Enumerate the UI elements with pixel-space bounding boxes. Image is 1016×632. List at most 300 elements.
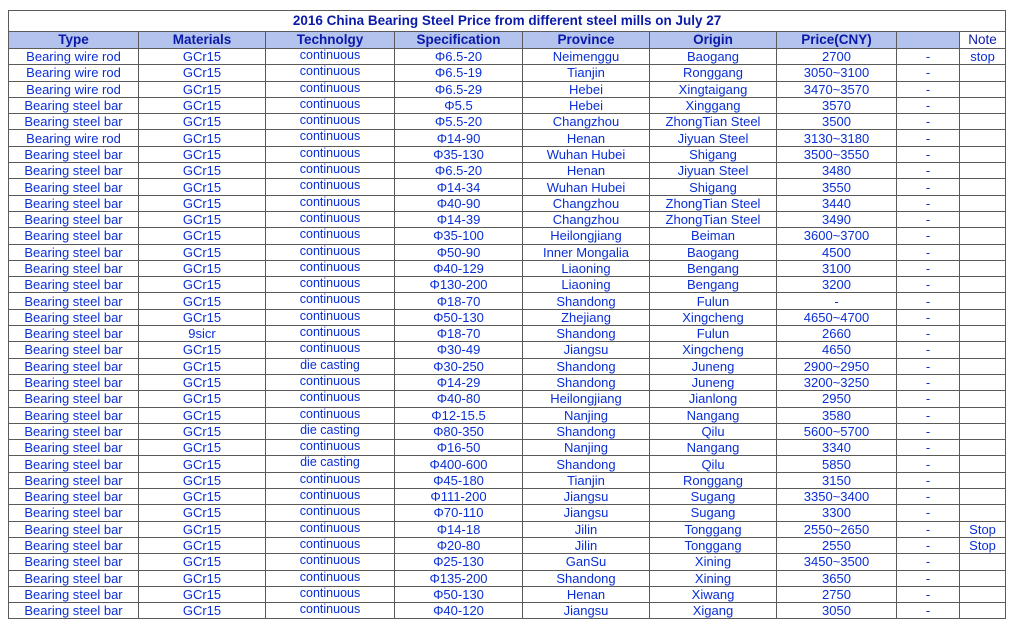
cell-note <box>960 130 1006 146</box>
cell-specification: Φ5.5-20 <box>395 114 523 130</box>
cell-technology: continuous <box>266 505 395 521</box>
cell-price: 3350~3400 <box>777 489 897 505</box>
cell-origin: ZhongTian Steel <box>650 211 777 227</box>
cell-price: 3050~3100 <box>777 65 897 81</box>
cell-province: Hebei <box>523 97 650 113</box>
cell-price: 2900~2950 <box>777 358 897 374</box>
cell-change: - <box>897 391 960 407</box>
table-row <box>9 603 1006 619</box>
cell-change: - <box>897 97 960 113</box>
cell-change: - <box>897 440 960 456</box>
cell-province: Shandong <box>523 570 650 586</box>
cell-price: 2660 <box>777 326 897 342</box>
cell-note <box>960 342 1006 358</box>
cell-material: GCr15 <box>139 521 266 537</box>
cell-price: 2550~2650 <box>777 521 897 537</box>
cell-price: 3490 <box>777 211 897 227</box>
cell-specification: Φ16-50 <box>395 440 523 456</box>
cell-technology: continuous <box>266 554 395 570</box>
cell-specification: Φ18-70 <box>395 326 523 342</box>
cell-technology: continuous <box>266 163 395 179</box>
cell-note <box>960 326 1006 342</box>
cell-specification: Φ20-80 <box>395 537 523 553</box>
cell-change: - <box>897 309 960 325</box>
cell-technology: continuous <box>266 195 395 211</box>
cell-technology: continuous <box>266 309 395 325</box>
cell-price: 4500 <box>777 244 897 260</box>
cell-province: Jilin <box>523 521 650 537</box>
header-blank <box>897 32 960 49</box>
cell-province: Wuhan Hubei <box>523 179 650 195</box>
cell-origin: Nangang <box>650 407 777 423</box>
cell-type: Bearing steel bar <box>9 391 139 407</box>
cell-province: Henan <box>523 163 650 179</box>
table-row <box>9 244 1006 260</box>
table-row <box>9 260 1006 276</box>
cell-note: stop <box>960 49 1006 65</box>
header-province: Province <box>523 32 650 49</box>
cell-note <box>960 293 1006 309</box>
cell-change: - <box>897 505 960 521</box>
cell-material: GCr15 <box>139 179 266 195</box>
cell-material: GCr15 <box>139 65 266 81</box>
cell-technology: continuous <box>266 391 395 407</box>
cell-province: Jilin <box>523 537 650 553</box>
cell-origin: Fulun <box>650 293 777 309</box>
cell-technology: continuous <box>266 374 395 390</box>
cell-origin: Xining <box>650 570 777 586</box>
cell-type: Bearing steel bar <box>9 97 139 113</box>
cell-material: GCr15 <box>139 554 266 570</box>
cell-price: 3340 <box>777 440 897 456</box>
cell-specification: Φ40-80 <box>395 391 523 407</box>
cell-price: 3480 <box>777 163 897 179</box>
cell-origin: Xingcheng <box>650 342 777 358</box>
cell-specification: Φ45-180 <box>395 472 523 488</box>
table-row <box>9 326 1006 342</box>
cell-change: - <box>897 277 960 293</box>
cell-price: 4650 <box>777 342 897 358</box>
cell-note <box>960 440 1006 456</box>
cell-note <box>960 391 1006 407</box>
cell-change: - <box>897 537 960 553</box>
cell-change: - <box>897 228 960 244</box>
cell-note <box>960 407 1006 423</box>
cell-price: 3200~3250 <box>777 374 897 390</box>
cell-technology: continuous <box>266 603 395 619</box>
cell-province: Henan <box>523 130 650 146</box>
header-price: Price(CNY) <box>777 32 897 49</box>
cell-specification: Φ14-29 <box>395 374 523 390</box>
table-row <box>9 423 1006 439</box>
cell-price: 3150 <box>777 472 897 488</box>
cell-type: Bearing steel bar <box>9 358 139 374</box>
cell-material: GCr15 <box>139 472 266 488</box>
cell-price: 5600~5700 <box>777 423 897 439</box>
cell-technology: continuous <box>266 146 395 162</box>
cell-technology: continuous <box>266 211 395 227</box>
cell-origin: Ronggang <box>650 472 777 488</box>
cell-note <box>960 65 1006 81</box>
cell-type: Bearing steel bar <box>9 554 139 570</box>
title-row <box>9 11 1006 32</box>
table-row <box>9 472 1006 488</box>
cell-material: GCr15 <box>139 342 266 358</box>
table-row <box>9 374 1006 390</box>
cell-material: GCr15 <box>139 456 266 472</box>
cell-material: GCr15 <box>139 114 266 130</box>
cell-province: Jiangsu <box>523 505 650 521</box>
cell-specification: Φ135-200 <box>395 570 523 586</box>
cell-specification: Φ50-130 <box>395 586 523 602</box>
table-row <box>9 49 1006 65</box>
cell-material: GCr15 <box>139 81 266 97</box>
cell-note <box>960 195 1006 211</box>
cell-type: Bearing steel bar <box>9 146 139 162</box>
cell-province: Liaoning <box>523 260 650 276</box>
cell-note <box>960 277 1006 293</box>
cell-technology: continuous <box>266 228 395 244</box>
cell-type: Bearing steel bar <box>9 277 139 293</box>
cell-province: Zhejiang <box>523 309 650 325</box>
cell-province: GanSu <box>523 554 650 570</box>
cell-technology: continuous <box>266 326 395 342</box>
cell-material: 9sicr <box>139 326 266 342</box>
cell-origin: Tonggang <box>650 521 777 537</box>
cell-origin: Sugang <box>650 505 777 521</box>
table-row <box>9 97 1006 113</box>
table-row <box>9 228 1006 244</box>
cell-price: 2550 <box>777 537 897 553</box>
cell-material: GCr15 <box>139 146 266 162</box>
cell-specification: Φ130-200 <box>395 277 523 293</box>
cell-origin: Baogang <box>650 244 777 260</box>
cell-type: Bearing steel bar <box>9 440 139 456</box>
cell-origin: Tonggang <box>650 537 777 553</box>
cell-type: Bearing steel bar <box>9 114 139 130</box>
cell-origin: Shigang <box>650 146 777 162</box>
cell-note <box>960 309 1006 325</box>
cell-technology: die casting <box>266 358 395 374</box>
cell-material: GCr15 <box>139 244 266 260</box>
cell-type: Bearing steel bar <box>9 163 139 179</box>
cell-type: Bearing steel bar <box>9 195 139 211</box>
cell-specification: Φ14-34 <box>395 179 523 195</box>
cell-note: Stop <box>960 521 1006 537</box>
cell-price: 3200 <box>777 277 897 293</box>
cell-type: Bearing steel bar <box>9 521 139 537</box>
cell-technology: die casting <box>266 423 395 439</box>
cell-type: Bearing wire rod <box>9 65 139 81</box>
table-row <box>9 521 1006 537</box>
cell-change: - <box>897 358 960 374</box>
cell-type: Bearing steel bar <box>9 326 139 342</box>
cell-province: Jiangsu <box>523 342 650 358</box>
cell-origin: Beiman <box>650 228 777 244</box>
cell-change: - <box>897 326 960 342</box>
price-table <box>8 10 1006 619</box>
table-row <box>9 554 1006 570</box>
cell-type: Bearing steel bar <box>9 293 139 309</box>
cell-price: 2750 <box>777 586 897 602</box>
cell-change: - <box>897 114 960 130</box>
table-row <box>9 81 1006 97</box>
cell-note <box>960 489 1006 505</box>
cell-note <box>960 228 1006 244</box>
cell-origin: Qilu <box>650 456 777 472</box>
cell-origin: Fulun <box>650 326 777 342</box>
cell-specification: Φ14-39 <box>395 211 523 227</box>
cell-technology: die casting <box>266 456 395 472</box>
cell-technology: continuous <box>266 472 395 488</box>
table-row <box>9 114 1006 130</box>
cell-price: 2950 <box>777 391 897 407</box>
table-row <box>9 163 1006 179</box>
cell-note <box>960 423 1006 439</box>
cell-change: - <box>897 146 960 162</box>
table-row <box>9 130 1006 146</box>
cell-type: Bearing steel bar <box>9 211 139 227</box>
cell-material: GCr15 <box>139 407 266 423</box>
cell-material: GCr15 <box>139 97 266 113</box>
cell-technology: continuous <box>266 114 395 130</box>
cell-origin: Ronggang <box>650 65 777 81</box>
cell-change: - <box>897 423 960 439</box>
cell-note <box>960 260 1006 276</box>
cell-price: 3470~3570 <box>777 81 897 97</box>
cell-province: Shandong <box>523 326 650 342</box>
cell-material: GCr15 <box>139 260 266 276</box>
cell-province: Inner Mongalia <box>523 244 650 260</box>
cell-province: Shandong <box>523 358 650 374</box>
cell-technology: continuous <box>266 260 395 276</box>
cell-province: Changzhou <box>523 211 650 227</box>
cell-price: 2700 <box>777 49 897 65</box>
cell-note <box>960 603 1006 619</box>
cell-technology: continuous <box>266 277 395 293</box>
header-origin: Origin <box>650 32 777 49</box>
cell-material: GCr15 <box>139 293 266 309</box>
cell-note <box>960 358 1006 374</box>
cell-province: Nanjing <box>523 440 650 456</box>
table-row <box>9 570 1006 586</box>
cell-note <box>960 374 1006 390</box>
cell-change: - <box>897 65 960 81</box>
cell-type: Bearing steel bar <box>9 179 139 195</box>
cell-change: - <box>897 81 960 97</box>
cell-technology: continuous <box>266 342 395 358</box>
cell-type: Bearing steel bar <box>9 570 139 586</box>
cell-material: GCr15 <box>139 391 266 407</box>
cell-province: Tianjin <box>523 472 650 488</box>
cell-change: - <box>897 407 960 423</box>
cell-origin: Xingcheng <box>650 309 777 325</box>
table-row <box>9 505 1006 521</box>
cell-change: - <box>897 130 960 146</box>
table-row <box>9 293 1006 309</box>
cell-province: Heilongjiang <box>523 391 650 407</box>
cell-origin: ZhongTian Steel <box>650 114 777 130</box>
cell-origin: Juneng <box>650 358 777 374</box>
cell-price: 3500~3550 <box>777 146 897 162</box>
cell-change: - <box>897 586 960 602</box>
cell-material: GCr15 <box>139 586 266 602</box>
cell-change: - <box>897 260 960 276</box>
cell-technology: continuous <box>266 489 395 505</box>
cell-note <box>960 570 1006 586</box>
cell-specification: Φ18-70 <box>395 293 523 309</box>
cell-note <box>960 163 1006 179</box>
cell-change: - <box>897 456 960 472</box>
table-body <box>9 49 1006 619</box>
cell-province: Wuhan Hubei <box>523 146 650 162</box>
cell-type: Bearing steel bar <box>9 309 139 325</box>
cell-specification: Φ50-90 <box>395 244 523 260</box>
cell-specification: Φ6.5-29 <box>395 81 523 97</box>
cell-technology: continuous <box>266 537 395 553</box>
cell-province: Jiangsu <box>523 489 650 505</box>
cell-origin: Shigang <box>650 179 777 195</box>
cell-origin: Bengang <box>650 260 777 276</box>
cell-change: - <box>897 195 960 211</box>
cell-specification: Φ35-130 <box>395 146 523 162</box>
cell-change: - <box>897 179 960 195</box>
cell-specification: Φ14-18 <box>395 521 523 537</box>
cell-technology: continuous <box>266 570 395 586</box>
cell-province: Shandong <box>523 423 650 439</box>
cell-change: - <box>897 293 960 309</box>
cell-note <box>960 81 1006 97</box>
cell-origin: Xining <box>650 554 777 570</box>
cell-note <box>960 472 1006 488</box>
cell-specification: Φ12-15.5 <box>395 407 523 423</box>
cell-technology: continuous <box>266 244 395 260</box>
cell-type: Bearing steel bar <box>9 244 139 260</box>
cell-price: - <box>777 293 897 309</box>
cell-note <box>960 114 1006 130</box>
cell-province: Changzhou <box>523 114 650 130</box>
cell-technology: continuous <box>266 65 395 81</box>
header-row <box>9 32 1006 49</box>
cell-price: 3600~3700 <box>777 228 897 244</box>
cell-type: Bearing steel bar <box>9 228 139 244</box>
cell-note <box>960 97 1006 113</box>
cell-specification: Φ30-49 <box>395 342 523 358</box>
table-title: 2016 China Bearing Steel Price from different steel mills on July 27 <box>9 11 1006 32</box>
cell-province: Changzhou <box>523 195 650 211</box>
cell-type: Bearing steel bar <box>9 407 139 423</box>
cell-material: GCr15 <box>139 277 266 293</box>
table-row <box>9 179 1006 195</box>
cell-price: 5850 <box>777 456 897 472</box>
cell-note <box>960 554 1006 570</box>
cell-origin: Nangang <box>650 440 777 456</box>
cell-material: GCr15 <box>139 309 266 325</box>
cell-note <box>960 211 1006 227</box>
table-row <box>9 489 1006 505</box>
cell-price: 4650~4700 <box>777 309 897 325</box>
cell-technology: continuous <box>266 407 395 423</box>
cell-specification: Φ6.5-20 <box>395 163 523 179</box>
cell-change: - <box>897 374 960 390</box>
cell-origin: Juneng <box>650 374 777 390</box>
cell-province: Henan <box>523 586 650 602</box>
cell-province: Shandong <box>523 456 650 472</box>
cell-material: GCr15 <box>139 374 266 390</box>
cell-technology: continuous <box>266 97 395 113</box>
cell-specification: Φ6.5-20 <box>395 49 523 65</box>
cell-price: 3580 <box>777 407 897 423</box>
cell-material: GCr15 <box>139 570 266 586</box>
cell-origin: Xingtaigang <box>650 81 777 97</box>
cell-price: 3130~3180 <box>777 130 897 146</box>
cell-change: - <box>897 211 960 227</box>
table-row <box>9 277 1006 293</box>
cell-province: Tianjin <box>523 65 650 81</box>
cell-specification: Φ5.5 <box>395 97 523 113</box>
cell-specification: Φ80-350 <box>395 423 523 439</box>
cell-material: GCr15 <box>139 228 266 244</box>
cell-material: GCr15 <box>139 358 266 374</box>
cell-change: - <box>897 603 960 619</box>
cell-type: Bearing steel bar <box>9 537 139 553</box>
cell-province: Jiangsu <box>523 603 650 619</box>
cell-material: GCr15 <box>139 163 266 179</box>
cell-price: 3500 <box>777 114 897 130</box>
cell-material: GCr15 <box>139 423 266 439</box>
header-type: Type <box>9 32 139 49</box>
table-row <box>9 456 1006 472</box>
cell-technology: continuous <box>266 179 395 195</box>
cell-specification: Φ400-600 <box>395 456 523 472</box>
cell-specification: Φ40-129 <box>395 260 523 276</box>
cell-price: 3300 <box>777 505 897 521</box>
cell-origin: Qilu <box>650 423 777 439</box>
cell-type: Bearing steel bar <box>9 260 139 276</box>
cell-origin: Baogang <box>650 49 777 65</box>
cell-change: - <box>897 163 960 179</box>
cell-origin: Jiyuan Steel <box>650 130 777 146</box>
cell-change: - <box>897 244 960 260</box>
cell-material: GCr15 <box>139 195 266 211</box>
cell-price: 3440 <box>777 195 897 211</box>
cell-specification: Φ6.5-19 <box>395 65 523 81</box>
header-materials: Materials <box>139 32 266 49</box>
cell-type: Bearing steel bar <box>9 423 139 439</box>
table-row <box>9 391 1006 407</box>
cell-province: Hebei <box>523 81 650 97</box>
table-row <box>9 65 1006 81</box>
header-technology: Technolgy <box>266 32 395 49</box>
cell-material: GCr15 <box>139 603 266 619</box>
cell-specification: Φ40-90 <box>395 195 523 211</box>
cell-type: Bearing steel bar <box>9 472 139 488</box>
cell-specification: Φ14-90 <box>395 130 523 146</box>
table-row <box>9 407 1006 423</box>
table-row <box>9 342 1006 358</box>
cell-origin: Sugang <box>650 489 777 505</box>
cell-type: Bearing steel bar <box>9 505 139 521</box>
cell-province: Liaoning <box>523 277 650 293</box>
cell-note <box>960 179 1006 195</box>
cell-technology: continuous <box>266 81 395 97</box>
cell-origin: Xigang <box>650 603 777 619</box>
cell-material: GCr15 <box>139 211 266 227</box>
cell-technology: continuous <box>266 586 395 602</box>
cell-price: 3450~3500 <box>777 554 897 570</box>
cell-type: Bearing wire rod <box>9 81 139 97</box>
cell-type: Bearing wire rod <box>9 130 139 146</box>
